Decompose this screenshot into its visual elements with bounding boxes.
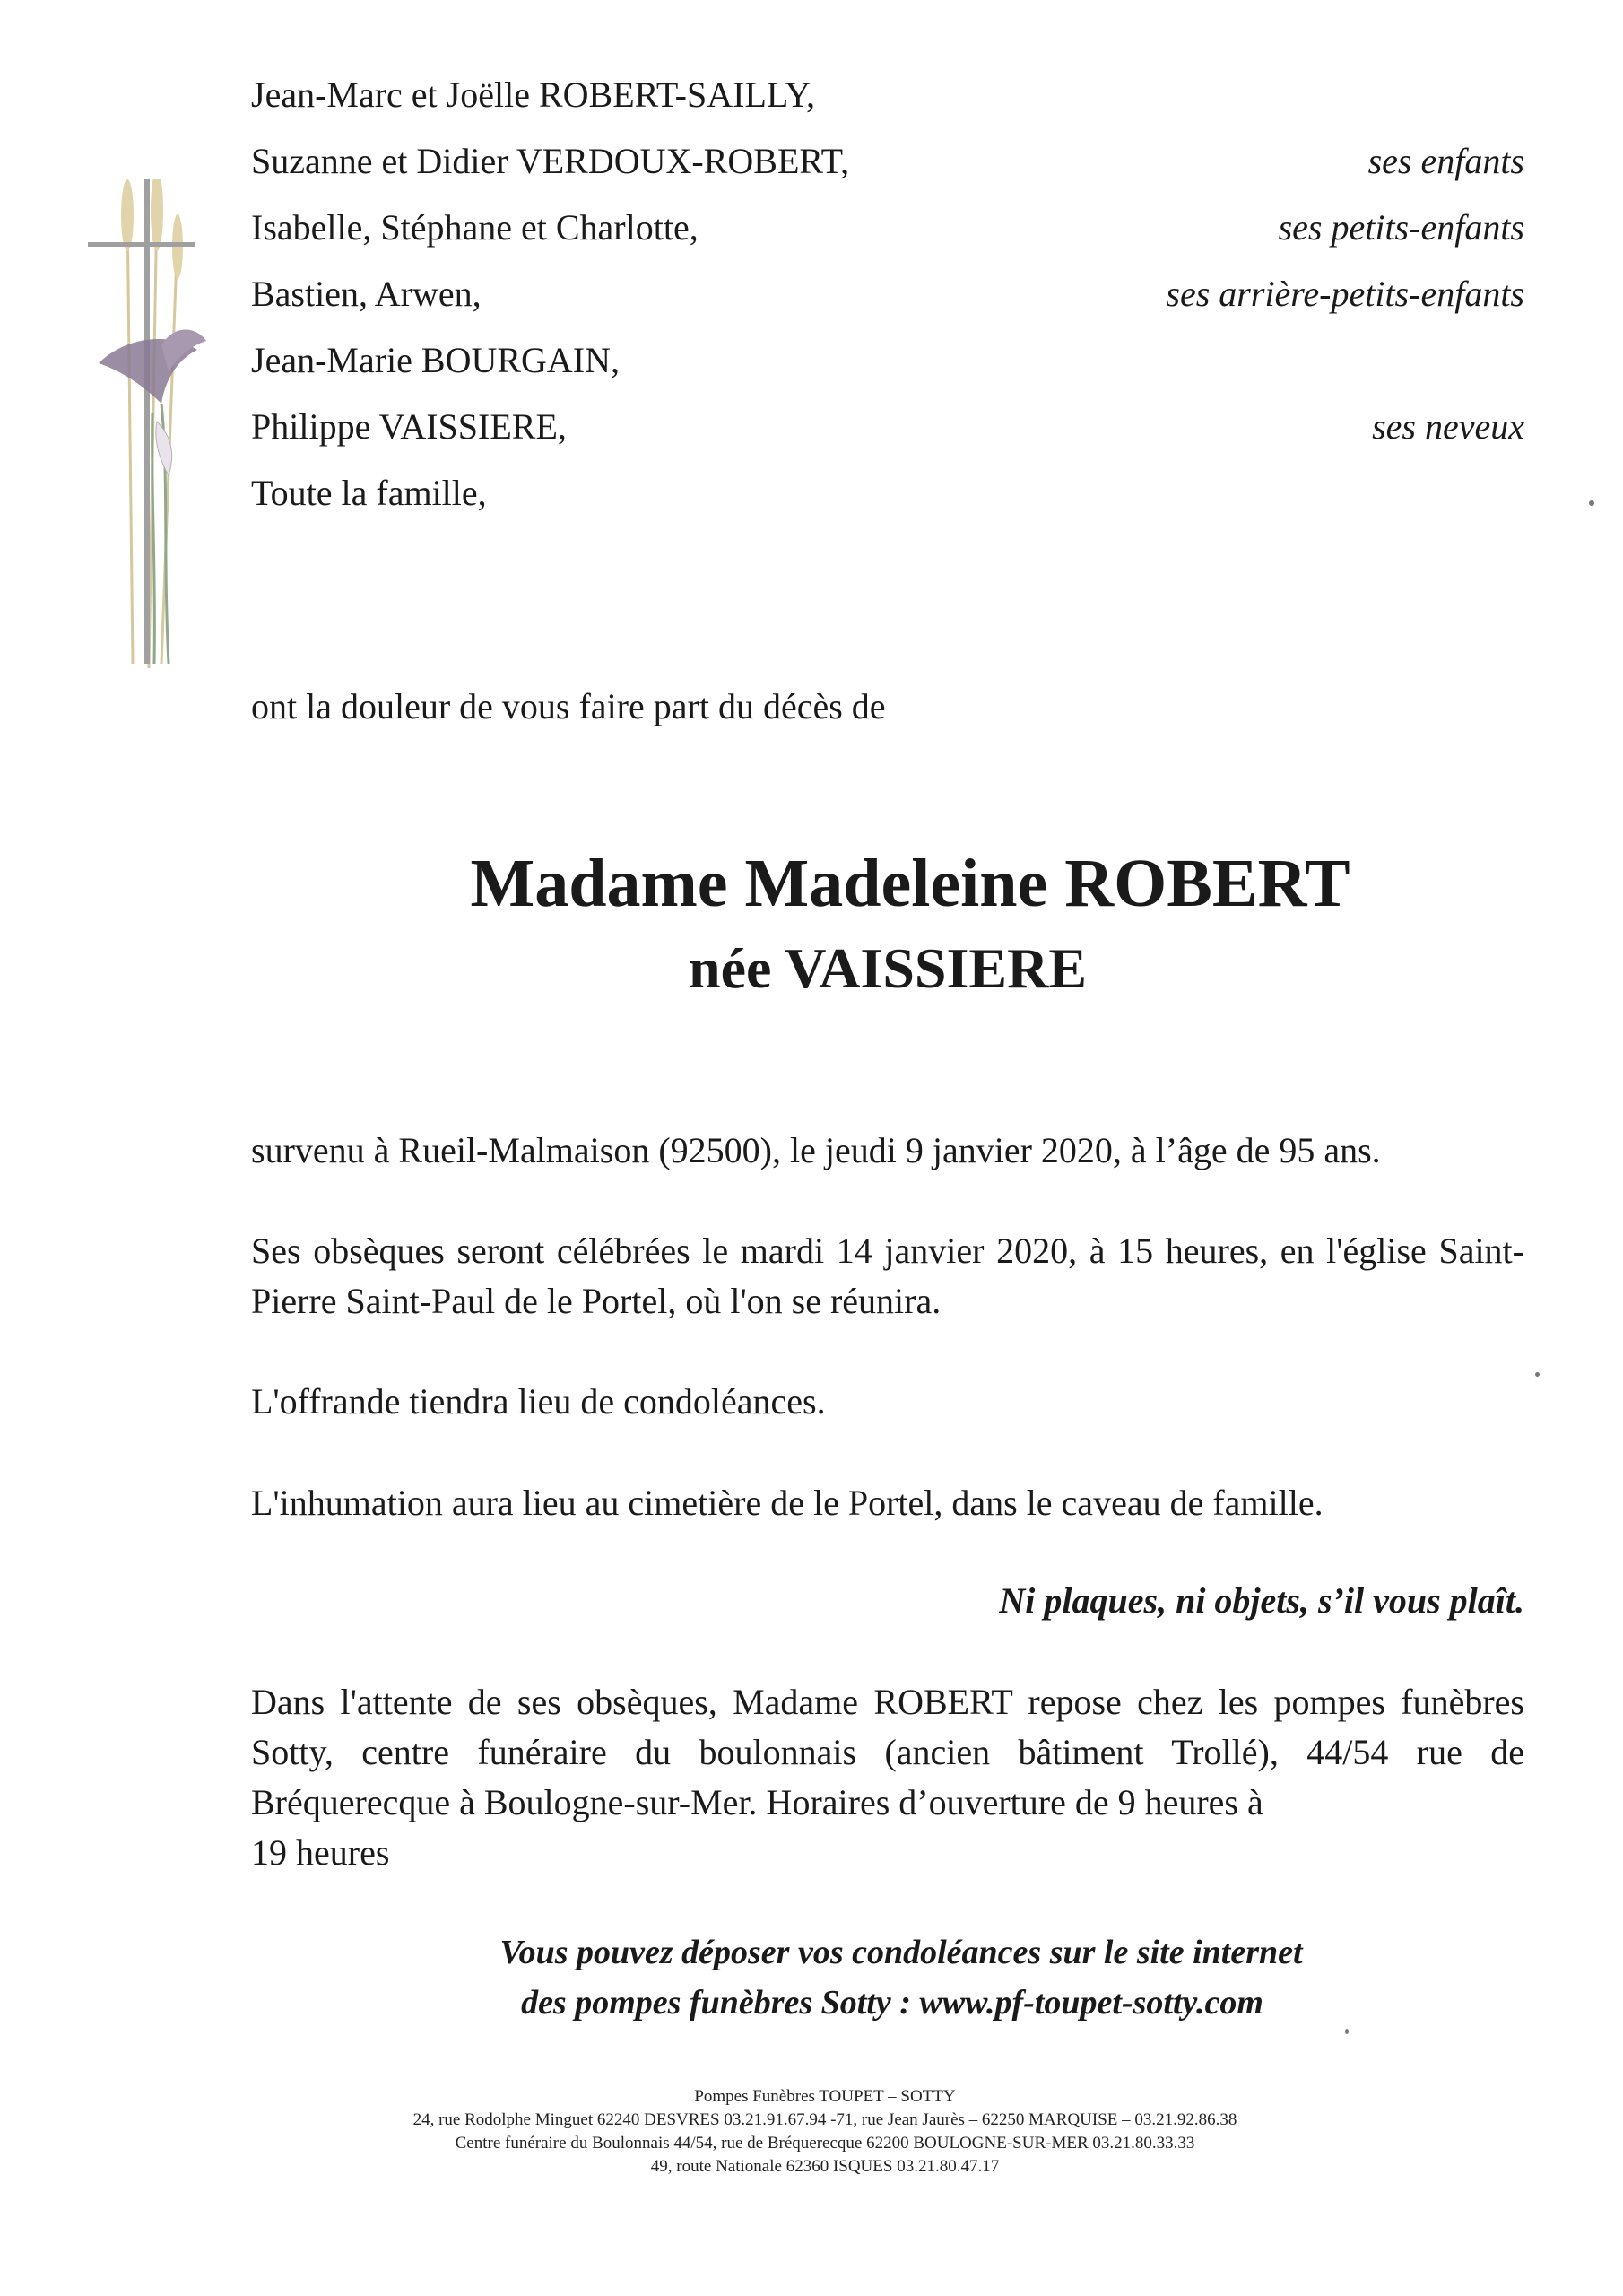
family-relation: ses petits-enfants [1278,207,1524,248]
footer-company: Pompes Funèbres TOUPET – SOTTY [694,2087,956,2106]
footer-address-1: 24, rue Rodolphe Minguet 62240 DESVRES 03.21.91.67.94 -71, rue Jean Jaurès – 62250 MARQUISE – 03.21.92.86.38 [412,2110,1237,2129]
rest-paragraph-end: 19 heures [251,1832,390,1873]
deceased-name: Madame Madeleine ROBERT [470,846,1350,921]
footer-address-3: 49, route Nationale 62360 ISQUES 03.21.80.47.17 [650,2157,1000,2176]
family-row [251,70,1524,136]
scan-speck [1589,500,1594,506]
family-row [251,468,1524,535]
cross-lily-icon [63,179,242,682]
family-name: Isabelle, Stéphane et Charlotte, [251,207,699,248]
funeral-paragraph: Ses obsèques seront célébrées le mardi 14 janvier 2020, à 15 heures, en l'église Saint-Pierre Saint-Paul de le Portel, où l'on se réunira. [251,1231,1524,1321]
footer-address-2: Centre funéraire du Boulonnais 44/54, rue de Bréquerecque 62200 BOULOGNE-SUR-MER 03.21.80.33.33 [455,2134,1195,2152]
family-list [251,70,1524,535]
burial-paragraph: L'inhumation aura lieu au cimetière de le Portel, dans le caveau de famille. [251,1483,1324,1523]
family-name: Bastien, Arwen, [251,274,482,314]
rest-paragraph [251,1677,1524,1878]
family-row [251,269,1524,335]
scan-speck [1535,1372,1540,1377]
funeral-home-footer [0,2085,1623,2179]
deceased-maiden-name: née VAISSIERE [688,936,1088,1000]
family-name: Suzanne et Didier VERDOUX-ROBERT, [251,141,850,181]
family-relation: ses neveux [1372,406,1524,447]
death-paragraph: survenu à Rueil-Malmaison (92500), le jeudi 9 janvier 2020, à l’âge de 95 ans. [251,1130,1381,1170]
family-row [251,136,1524,203]
family-relation: ses enfants [1367,141,1524,181]
family-relation: ses arrière-petits-enfants [1166,274,1524,314]
condolence-note-line-1: Vous pouvez déposer vos condoléances sur le site internet [499,1934,1303,1971]
family-name: Jean-Marc et Joëlle ROBERT-SAILLY, [251,74,816,115]
scan-speck [1345,2029,1349,2034]
family-name: Toute la famille, [251,473,487,513]
family-row [251,335,1524,402]
rest-paragraph-text: Dans l'attente de ses obsèques, Madame ROBERT repose chez les pompes funèbres Sotty, centre funéraire du boulonnais (ancien bâtiment Trollé), 44/54 rue de Bréquerecque à Boulogne-sur-Mer. Horaires d’ouverture de 9 heures à [251,1682,1524,1822]
condolence-note-line-2: des pompes funèbres Sotty : www.pf-toupet-sotty.com [521,1984,1263,2022]
family-name: Jean-Marie BOURGAIN, [251,340,621,380]
family-row [251,402,1524,468]
announcement-text: ont la douleur de vous faire part du décès de [251,686,886,726]
family-name: Philippe VAISSIERE, [251,406,567,447]
offering-paragraph: L'offrande tiendra lieu de condoléances. [251,1381,826,1422]
no-plaques-note: Ni plaques, ni objets, s’il vous plaît. [999,1580,1524,1621]
family-row [251,203,1524,269]
